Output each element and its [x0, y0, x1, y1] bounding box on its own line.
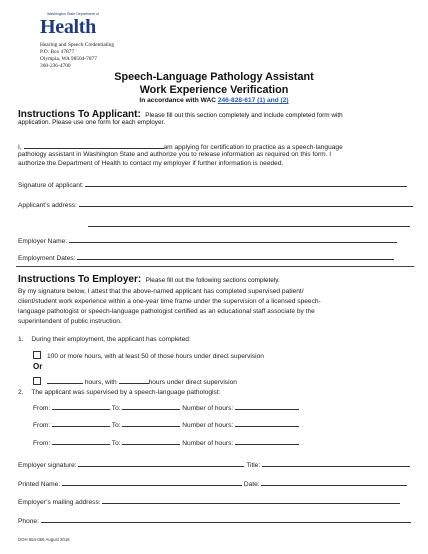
date-field[interactable] — [261, 479, 407, 486]
statement-i: I, — [18, 144, 22, 151]
from-field[interactable] — [52, 438, 110, 445]
supervision-row-1 — [33, 403, 299, 412]
attest-line-3: language pathologist or speech-language pathologist certified as an educational staff associate by the — [18, 308, 315, 315]
employer-name-label: Employer Name: — [18, 238, 68, 245]
to-label: To: — [111, 422, 121, 429]
applicant-address-field[interactable] — [79, 200, 413, 207]
wac-prefix: In accordance with WAC — [139, 97, 218, 104]
employer-instr: Please fill out the following sections completely. — [145, 277, 280, 284]
phone-field[interactable] — [41, 516, 411, 523]
to-field[interactable] — [122, 438, 180, 445]
applicant-instr-1: Please fill out this section completely and include completed form with — [145, 112, 343, 119]
attest-line-2: client/student work experience within a one-year time frame under the supervision of a licensed speech- — [18, 298, 321, 305]
hours-field[interactable] — [235, 403, 299, 410]
employer-heading: Instructions To Employer: — [18, 274, 142, 285]
applicant-statement-1 — [18, 142, 343, 151]
option-custom-hours — [33, 377, 237, 386]
applicant-statement-3: authorize the Department of Health to contact my employer if further information is needed. — [18, 160, 284, 167]
custom-hours-end: hours under direct supervision — [148, 379, 237, 386]
employment-dates-label: Employment Dates: — [18, 255, 76, 262]
employer-signature-label: Employer signature: — [18, 462, 77, 469]
applicant-address-row — [18, 200, 413, 209]
from-label: From: — [33, 405, 51, 412]
custom-hours-mid: hours, with — [84, 379, 117, 386]
hours-label: Number of hours: — [182, 440, 234, 447]
from-field[interactable] — [52, 403, 110, 410]
to-field[interactable] — [122, 420, 180, 427]
title-label: Title: — [246, 462, 261, 469]
from-field[interactable] — [52, 420, 110, 427]
hours-label: Number of hours: — [182, 422, 234, 429]
phone-label: Phone: — [18, 518, 39, 525]
applicant-address-field-2[interactable] — [88, 220, 410, 227]
q1-number: 1. — [18, 336, 24, 343]
applicant-signature-field[interactable] — [85, 180, 407, 187]
printed-name-row — [18, 479, 407, 488]
attest-line-4: superintendent of public instruction. — [18, 318, 122, 325]
question-2 — [18, 389, 221, 396]
printed-name-field[interactable] — [62, 479, 242, 486]
employer-name-field[interactable] — [69, 236, 397, 243]
applicant-address-line2 — [88, 220, 410, 229]
form-number: DOH 654-066 August 2016 — [18, 537, 70, 542]
form-title-line2: Work Experience Verification — [139, 84, 289, 96]
option-100-hours — [33, 351, 264, 360]
wac-link[interactable]: 246-828-617 (1) and (2) — [217, 97, 289, 104]
to-label: To: — [111, 440, 121, 447]
office-name: Hearing and Speech Credentialing — [40, 42, 115, 48]
title-field[interactable] — [262, 460, 410, 467]
section-divider — [16, 266, 414, 267]
employer-signature-row — [18, 460, 410, 469]
applicant-name-field[interactable] — [24, 142, 164, 149]
agency-small-text: Washington State Department of — [47, 12, 100, 16]
employer-instructions — [18, 269, 280, 287]
city-address: Olympia, WA 98504-7877 — [40, 56, 97, 62]
supervision-row-3 — [33, 438, 299, 447]
supervision-row-2 — [33, 420, 299, 429]
employer-signature-field[interactable] — [78, 460, 244, 467]
form-title-line1: Speech-Language Pathology Assistant — [114, 71, 314, 83]
q2-number: 2. — [18, 389, 24, 396]
option-100-hours-checkbox[interactable] — [33, 351, 41, 359]
hours-field[interactable] — [235, 438, 299, 445]
custom-hours-field[interactable] — [47, 377, 83, 384]
phone-row — [18, 516, 411, 525]
hours-field[interactable] — [235, 420, 299, 427]
or-label: Or — [33, 362, 43, 371]
wac-reference — [0, 97, 428, 104]
employment-dates-row — [18, 253, 394, 262]
option-custom-hours-checkbox[interactable] — [33, 377, 41, 385]
to-field[interactable] — [122, 403, 180, 410]
applicant-instr-2: application. Please use one form for each employer. — [18, 119, 166, 126]
mailing-address-label: Employer’s mailing address: — [18, 499, 101, 506]
printed-name-label: Printed Name: — [18, 481, 61, 488]
applicant-signature-label: Signature of applicant: — [18, 182, 84, 189]
employer-name-row — [18, 236, 397, 245]
mailing-address-row — [18, 497, 400, 506]
mailing-address-field[interactable] — [102, 497, 400, 504]
option-100-hours-label: 100 or more hours, with at least 50 of those hours under direct supervision — [47, 353, 264, 360]
attest-line-1: By my signature below, I attest that the above-named applicant has completed supervised patient/ — [18, 288, 304, 295]
agency-logo-text: Health — [40, 16, 96, 38]
applicant-heading: Instructions To Applicant: — [18, 109, 141, 120]
statement-1: am applying for certification to practice as a speech-language — [163, 144, 343, 151]
date-label: Date: — [243, 481, 260, 488]
applicant-address-label: Applicant’s address: — [18, 202, 77, 209]
office-phone: 360-236-4700 — [40, 63, 71, 69]
hours-label: Number of hours: — [182, 405, 234, 412]
applicant-statement-2: pathology assistant in Washington State and authorize you to release information as required on this form. I — [18, 151, 332, 158]
q2-text: The applicant was supervised by a speech-language pathologist: — [31, 389, 221, 396]
q1-text: During their employment, the applicant has completed: — [31, 336, 191, 343]
po-box: P.O. Box 47877 — [40, 49, 75, 55]
direct-hours-field[interactable] — [119, 377, 149, 384]
from-label: From: — [33, 440, 51, 447]
question-1 — [18, 336, 191, 343]
employment-dates-field[interactable] — [77, 253, 394, 260]
to-label: To: — [111, 405, 121, 412]
from-label: From: — [33, 422, 51, 429]
applicant-signature-row — [18, 180, 407, 189]
